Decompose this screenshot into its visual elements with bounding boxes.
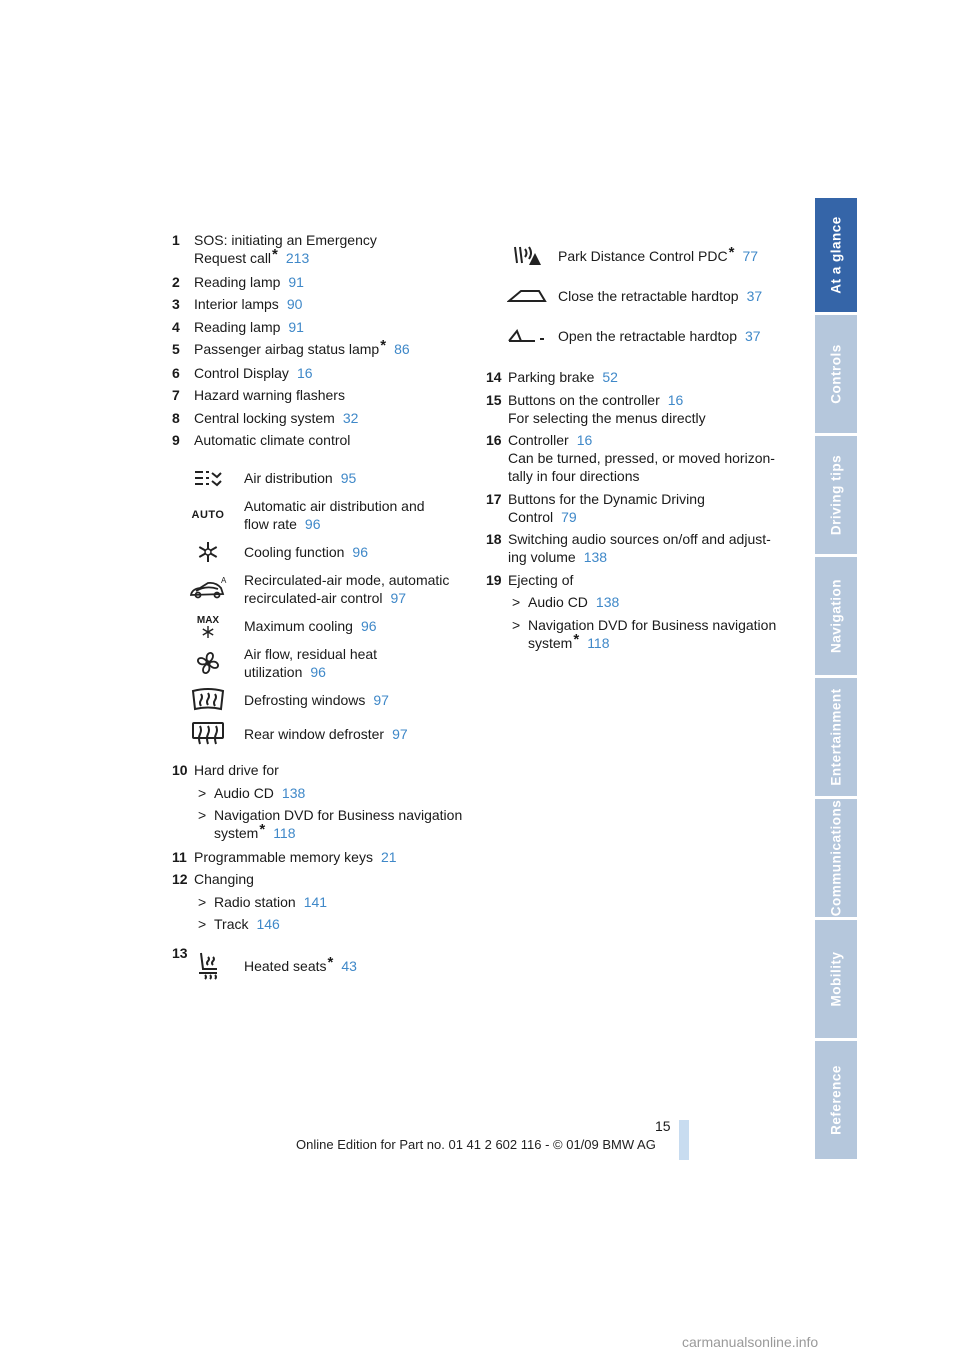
list-item: 6 Control Display 16 <box>172 364 313 381</box>
page-ref-link[interactable]: 37 <box>745 328 761 344</box>
list-item: 13 Heated seats* 43 <box>172 945 472 981</box>
rear-defrost-icon <box>172 720 244 748</box>
page-ref-link[interactable]: 97 <box>373 692 389 708</box>
page-ref-link[interactable]: 52 <box>602 369 618 385</box>
sub-item: > Radio station 141 <box>198 893 328 910</box>
asterisk-icon: * <box>380 337 387 354</box>
climate-row: AUTO Automatic air distribution and flow rate 96 <box>172 497 472 533</box>
tab-mobility[interactable]: Mobility <box>815 920 857 1038</box>
page-ref-link[interactable]: 97 <box>390 590 407 606</box>
page-ref-link[interactable]: 91 <box>288 273 304 290</box>
right-icon-list <box>496 238 796 358</box>
sub-item: > Audio CD 138 <box>198 784 306 801</box>
climate-row: MAX Maximum cooling 96 <box>172 611 472 641</box>
list-item: 3 Interior lamps 90 <box>172 296 303 312</box>
page-ref-link[interactable]: 95 <box>340 470 357 486</box>
asterisk-icon: * <box>272 246 278 263</box>
page-ref-link[interactable]: 97 <box>392 726 408 742</box>
icon-row: Close the retractable hardtop 37 <box>496 278 796 314</box>
sub-item: > Audio CD 138 <box>512 594 620 610</box>
list-item: 9 Automatic climate control <box>172 432 351 448</box>
page-ref-link[interactable]: 141 <box>303 893 328 910</box>
page-ref-link[interactable]: 32 <box>342 409 359 426</box>
page-ref-link[interactable]: 86 <box>394 341 410 357</box>
page-number: 15 <box>655 1118 671 1134</box>
climate-row: Defrosting windows 97 <box>172 685 472 715</box>
climate-row: Air flow, residual heat utilization 96 <box>172 645 472 681</box>
sub-item: > Navigation DVD for Business navigation system* 118 <box>198 807 463 841</box>
auto-icon: AUTO <box>191 509 225 521</box>
footer-text: Online Edition for Part no. 01 41 2 602 116 - © 01/09 BMW AG <box>296 1137 656 1152</box>
list-item: 1 SOS: initiating an Emergency Request call* 213 <box>172 232 377 266</box>
page-ref-link[interactable]: 138 <box>583 549 608 565</box>
page-ref-link[interactable]: 146 <box>256 916 280 932</box>
tab-reference[interactable]: Reference <box>815 1041 857 1159</box>
list-item: 8 Central locking system 32 <box>172 409 359 426</box>
air-distribution-icon <box>172 468 244 488</box>
climate-row: Cooling function 96 <box>172 537 472 567</box>
list-item: 4 Reading lamp 91 <box>172 318 304 335</box>
close-hardtop-icon <box>496 288 558 304</box>
page-ref-link[interactable]: 21 <box>380 848 397 865</box>
page-ref-link[interactable]: 96 <box>352 544 368 560</box>
page-ref-link[interactable]: 37 <box>746 288 763 304</box>
page-ref-link[interactable]: 138 <box>281 784 306 801</box>
page-ref-link[interactable]: 96 <box>304 516 321 532</box>
list-item: 10 Hard drive for <box>172 762 279 778</box>
page-ref-link[interactable]: 16 <box>576 432 593 448</box>
list-item: 19 Ejecting of <box>486 571 574 588</box>
watermark: carmanualsonline.info <box>682 1334 819 1350</box>
fan-icon <box>172 648 244 678</box>
asterisk-icon: * <box>573 630 580 648</box>
page-ref-link[interactable]: 96 <box>310 664 326 680</box>
right-column <box>486 368 786 657</box>
icon-row: Open the retractable hardtop 37 <box>496 318 796 354</box>
page-ref-link[interactable]: 79 <box>561 508 577 525</box>
svg-text:A: A <box>221 577 227 585</box>
tab-communications[interactable]: Communications <box>815 799 857 917</box>
page-ref-link[interactable]: 43 <box>341 958 357 974</box>
page-ref-link[interactable]: 118 <box>587 634 610 651</box>
tab-driving-tips[interactable]: Driving tips <box>815 436 857 554</box>
icon-row: Park Distance Control PDC* 77 <box>496 238 796 274</box>
pdc-icon <box>496 243 558 269</box>
sub-item: > Track 146 <box>198 916 280 932</box>
list-item: 17 Buttons for the Dynamic Driving Control 79 <box>486 490 705 525</box>
page-ref-link[interactable]: 118 <box>273 825 296 841</box>
climate-row: Air distribution 95 <box>172 463 472 493</box>
tab-controls[interactable]: Controls <box>815 315 857 433</box>
list-item: 18 Switching audio sources on/off and adjust- ing volume 138 <box>486 531 771 565</box>
list-item: 5 Passenger airbag status lamp* 86 <box>172 337 410 357</box>
tab-at-a-glance[interactable]: At a glance <box>815 198 857 312</box>
list-item: 14 Parking brake 52 <box>486 369 618 385</box>
climate-row: A Recirculated-air mode, automatic recirculated-air control 97 <box>172 571 472 607</box>
page-ref-link[interactable]: 213 <box>285 250 310 266</box>
sub-item: > Navigation DVD for Business navigation system* 118 <box>512 616 777 651</box>
windshield-defrost-icon <box>172 687 244 713</box>
page-ref-link[interactable]: 16 <box>667 391 684 408</box>
page-marker-bar <box>679 1120 689 1160</box>
bullet-icon: > <box>198 807 207 823</box>
page-ref-link[interactable]: 91 <box>288 318 304 335</box>
bullet-icon: > <box>198 893 207 910</box>
tab-entertainment[interactable]: Entertainment <box>815 678 857 796</box>
bullet-icon: > <box>512 594 521 610</box>
left-column <box>172 231 472 985</box>
page-ref-link[interactable]: 90 <box>286 296 303 312</box>
list-item: 12 Changing <box>172 871 254 887</box>
max-cooling-icon: MAX <box>172 615 244 638</box>
snowflake-icon <box>172 541 244 563</box>
section-tabs <box>815 198 857 1162</box>
bullet-icon: > <box>512 616 521 633</box>
page-ref-link[interactable]: 96 <box>360 618 377 634</box>
asterisk-icon: * <box>259 821 266 838</box>
list-item: 11 Programmable memory keys 21 <box>172 848 397 865</box>
open-hardtop-icon <box>496 328 558 344</box>
list-item: 16 Controller 16 Can be turned, pressed, or moved horizon- tally in four directions <box>486 432 775 484</box>
bullet-icon: > <box>198 784 207 801</box>
climate-row: Rear window defroster 97 <box>172 719 472 749</box>
recirculation-icon <box>172 577 244 601</box>
page-ref-link[interactable]: 138 <box>595 594 620 610</box>
asterisk-icon: * <box>327 954 334 971</box>
list-item: 2 Reading lamp 91 <box>172 273 304 290</box>
list-item: 7 Hazard warning flashers <box>172 387 345 403</box>
page-ref-link[interactable]: 77 <box>742 247 759 264</box>
asterisk-icon: * <box>728 243 735 261</box>
tab-navigation[interactable]: Navigation <box>815 557 857 675</box>
bullet-icon: > <box>198 916 207 932</box>
list-item: 15 Buttons on the controller 16 For selecting the menus directly <box>486 391 706 426</box>
page-ref-link[interactable]: 16 <box>296 364 313 381</box>
